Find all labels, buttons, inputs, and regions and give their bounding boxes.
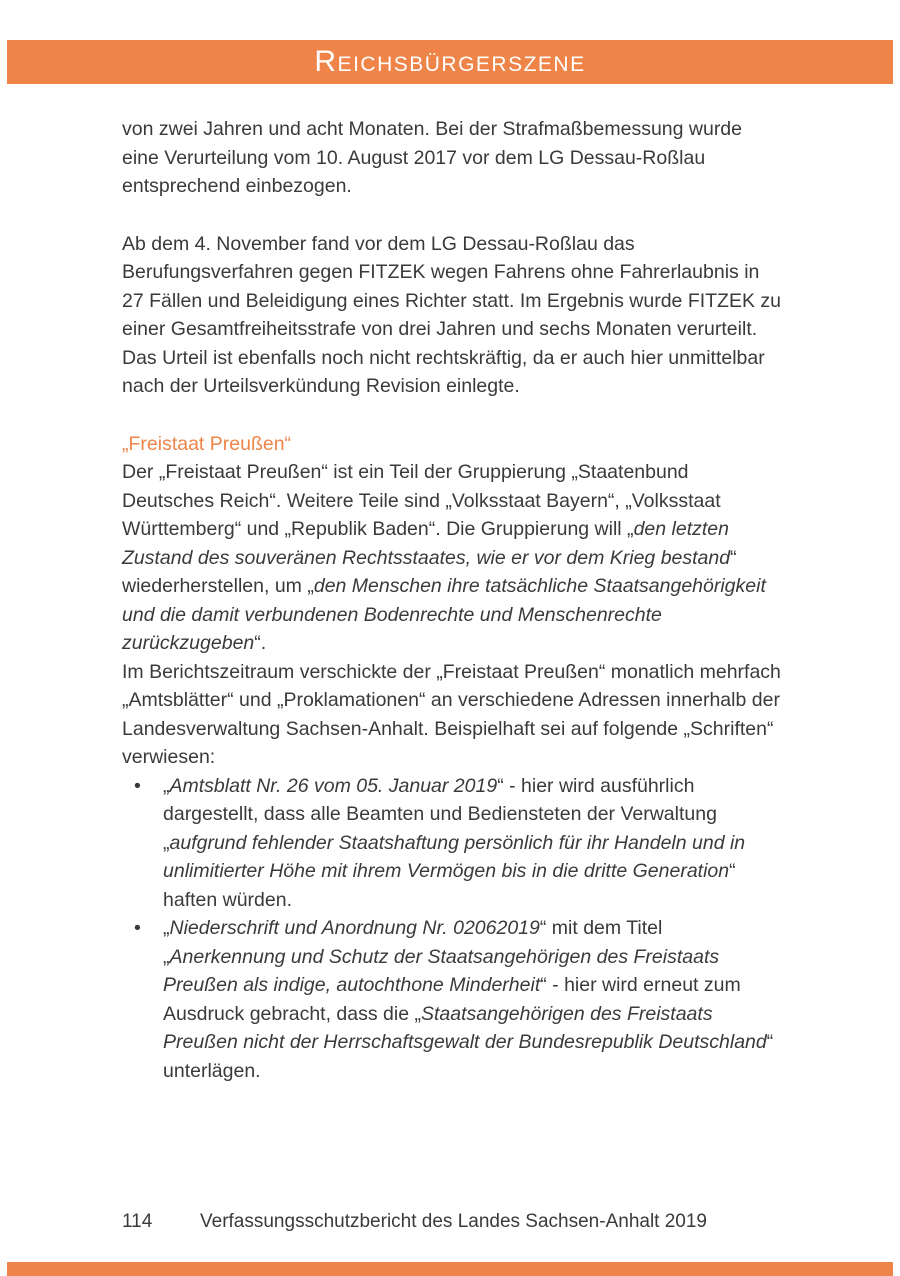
paragraph [122,230,782,401]
paragraph [122,458,782,658]
bullet-text [163,772,782,915]
page-title: Reichsbürgerszene [314,45,586,78]
text-run: von zwei Jahren und acht Monaten. Bei der Strafmaßbemessung wurde eine Verurteilung vom 10. August 2017 vor dem LG Dessau-Roßlau entsprechend einbezogen. [122,118,743,197]
text-run: Ab dem 4. November fand vor dem LG Dessau-Roßlau das Berufungsverfahren gegen FITZEK wegen Fahrens ohne Fahrerlaubnis in 27 Fällen und Beleidigung eines Richter statt. Im Ergebnis wurde FITZEK zu einer Gesamtfreiheitsstrafe von drei Jahren und sechs Monaten verurteilt. Das Urteil ist ebenfalls noch nicht rechtskräftig, da er auch hier unmittelbar nach der Urteilsverkündung Revision einlegte. [122,232,781,397]
bullet-item [122,772,782,915]
italic-text-run: Anerkennung und Schutz der Staatsangehörigen des Freistaats Preußen als indige, autochthone Minderheit [163,945,720,996]
text-run: “. [254,632,267,654]
italic-text-run: Staatsangehörigen des Freistaats Preußen nicht der Herrschaftsgewalt der Bundesrepublik Deutschland [163,1002,767,1053]
text-run: “ - hier wird ausführlich dargestellt, dass alle Beamten und Bediensteten der Verwaltung „ [163,774,717,854]
bottom-accent-bar [7,1262,893,1276]
bullet-marker: • [134,917,141,939]
section-heading [122,430,782,459]
text-run: Der „Freistaat Preußen“ ist ein Teil der Gruppierung „Staatenbund Deutsches Reich“. Weitere Teile sind „Volksstaat Bayern“, „Volksstaat Württemberg“ und „Republik Baden“. Die Gruppierung will „ [122,461,721,540]
paragraph [122,115,782,201]
text-run: “ wiederherstellen, um „ [122,546,737,597]
bullet-item [122,914,782,1085]
italic-text-run: Niederschrift und Anordnung Nr. 02062019 [169,917,540,939]
bullet-marker: • [134,774,141,797]
paragraph [122,658,782,772]
text-run: Im Berichtszeitraum verschickte der „Freistaat Preußen“ monatlich mehrfach „Amtsblätter“ und „Proklamationen“ an verschiedene Adressen innerhalb der Landesverwaltung Sachsen-Anhalt. Beispielhaft sei auf folgende „Schriften“ verwiesen: [122,660,781,768]
page-number: 114 [122,1211,153,1232]
text-run: „ [163,917,170,939]
text-run: “ haften würden. [163,860,736,911]
text-run: “ - hier wird erneut zum Ausdruck gebracht, dass die „ [163,974,741,1025]
page-header-banner [7,40,893,84]
footer-report-title: Verfassungsschutzbericht des Landes Sachsen-Anhalt 2019 [200,1211,707,1232]
italic-text-run: Amtsblatt Nr. 26 vom 05. Januar 2019 [169,774,498,797]
content-blocks [122,115,782,1085]
page-footer [122,1211,822,1233]
text-run: “ unterlägen. [163,1031,774,1082]
text-run: „ [163,774,170,797]
page-body [122,115,782,1085]
italic-text-run: den Menschen ihre tatsächliche Staatsangehörigkeit und die damit verbundenen Bodenrechte und Menschenrechte zurückzugeben [122,575,766,654]
bullet-text [163,914,782,1085]
italic-text-run: den letzten Zustand des souveränen Rechtsstaates, wie er vor dem Krieg bestand [122,518,731,569]
italic-text-run: aufgrund fehlender Staatshaftung persönlich für ihr Handeln und in unlimitierter Höhe mit ihrem Vermögen bis in die dritte Generation [163,831,746,882]
text-run: „Freistaat Preußen“ [122,432,292,455]
text-run: “ mit dem Titel „ [163,917,663,968]
